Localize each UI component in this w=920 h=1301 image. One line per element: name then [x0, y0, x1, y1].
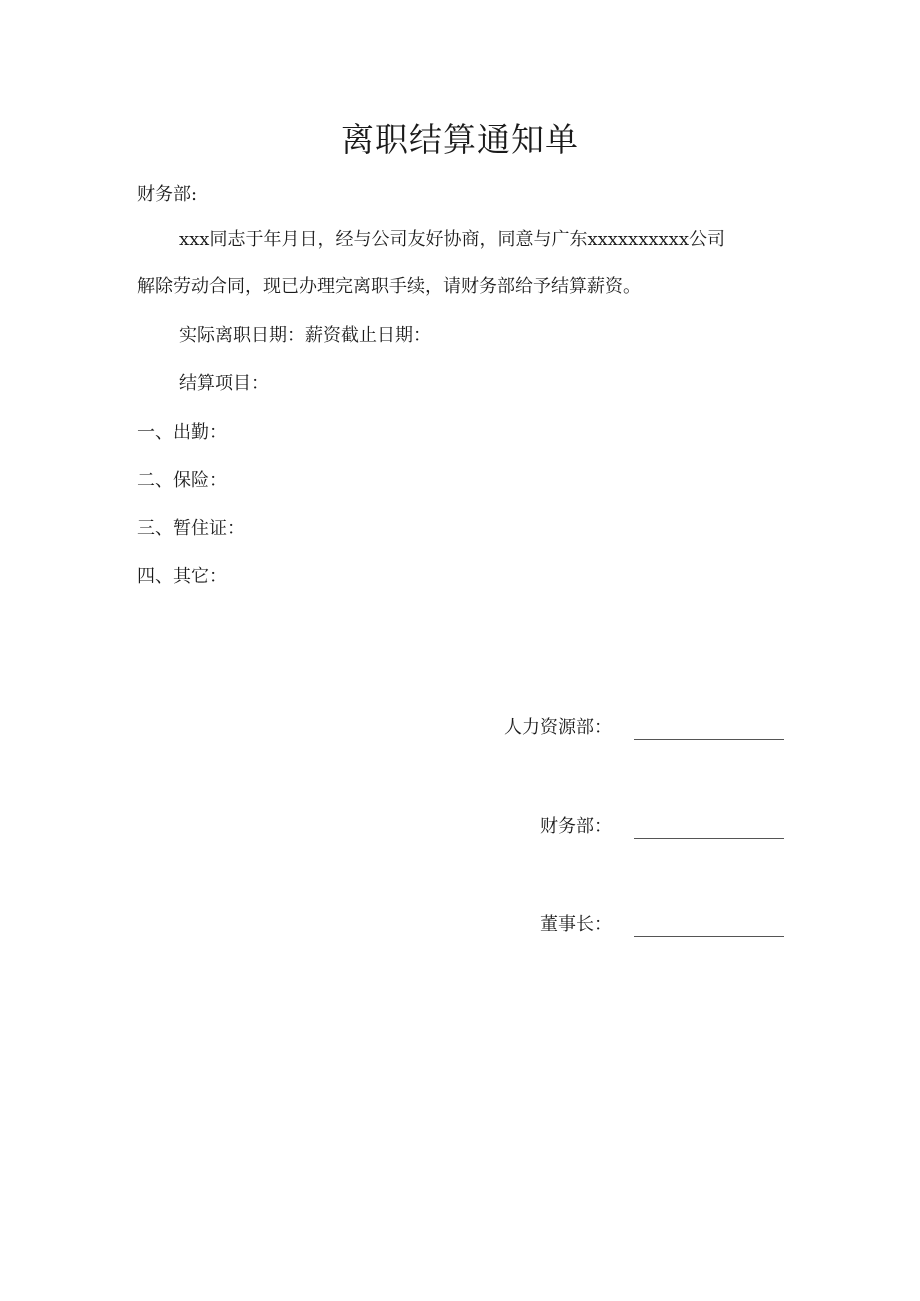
signature-label-finance: 财务部：: [540, 816, 612, 837]
settlement-item-residence-permit: 三、暂住证：: [137, 518, 245, 539]
document-title: 离职结算通知单: [341, 120, 579, 159]
dates-line: 实际离职日期：薪资截止日期：: [179, 325, 431, 346]
signature-line-chairman: [634, 936, 784, 937]
addressee: 财务部:: [137, 184, 198, 205]
body-paragraph-line-2: 解除劳动合同，现已办理完离职手续，请财务部给予结算薪资。: [137, 276, 641, 297]
settlement-item-attendance: 一、出勤：: [137, 422, 227, 443]
signature-label-hr: 人力资源部：: [504, 717, 612, 738]
items-heading: 结算项目：: [179, 373, 269, 394]
settlement-item-insurance: 二、保险：: [137, 470, 227, 491]
signature-row-hr: [400, 716, 784, 744]
signature-label-chairman: 董事长：: [540, 914, 612, 935]
settlement-item-other: 四、其它：: [137, 566, 227, 587]
signature-line-hr: [634, 739, 784, 740]
signature-row-finance: [400, 815, 784, 843]
signature-row-chairman: [400, 913, 784, 941]
body-paragraph-line-1: xxx同志于年月日，经与公司友好协商，同意与广东xxxxxxxxxx公司: [179, 229, 725, 250]
signature-line-finance: [634, 838, 784, 839]
